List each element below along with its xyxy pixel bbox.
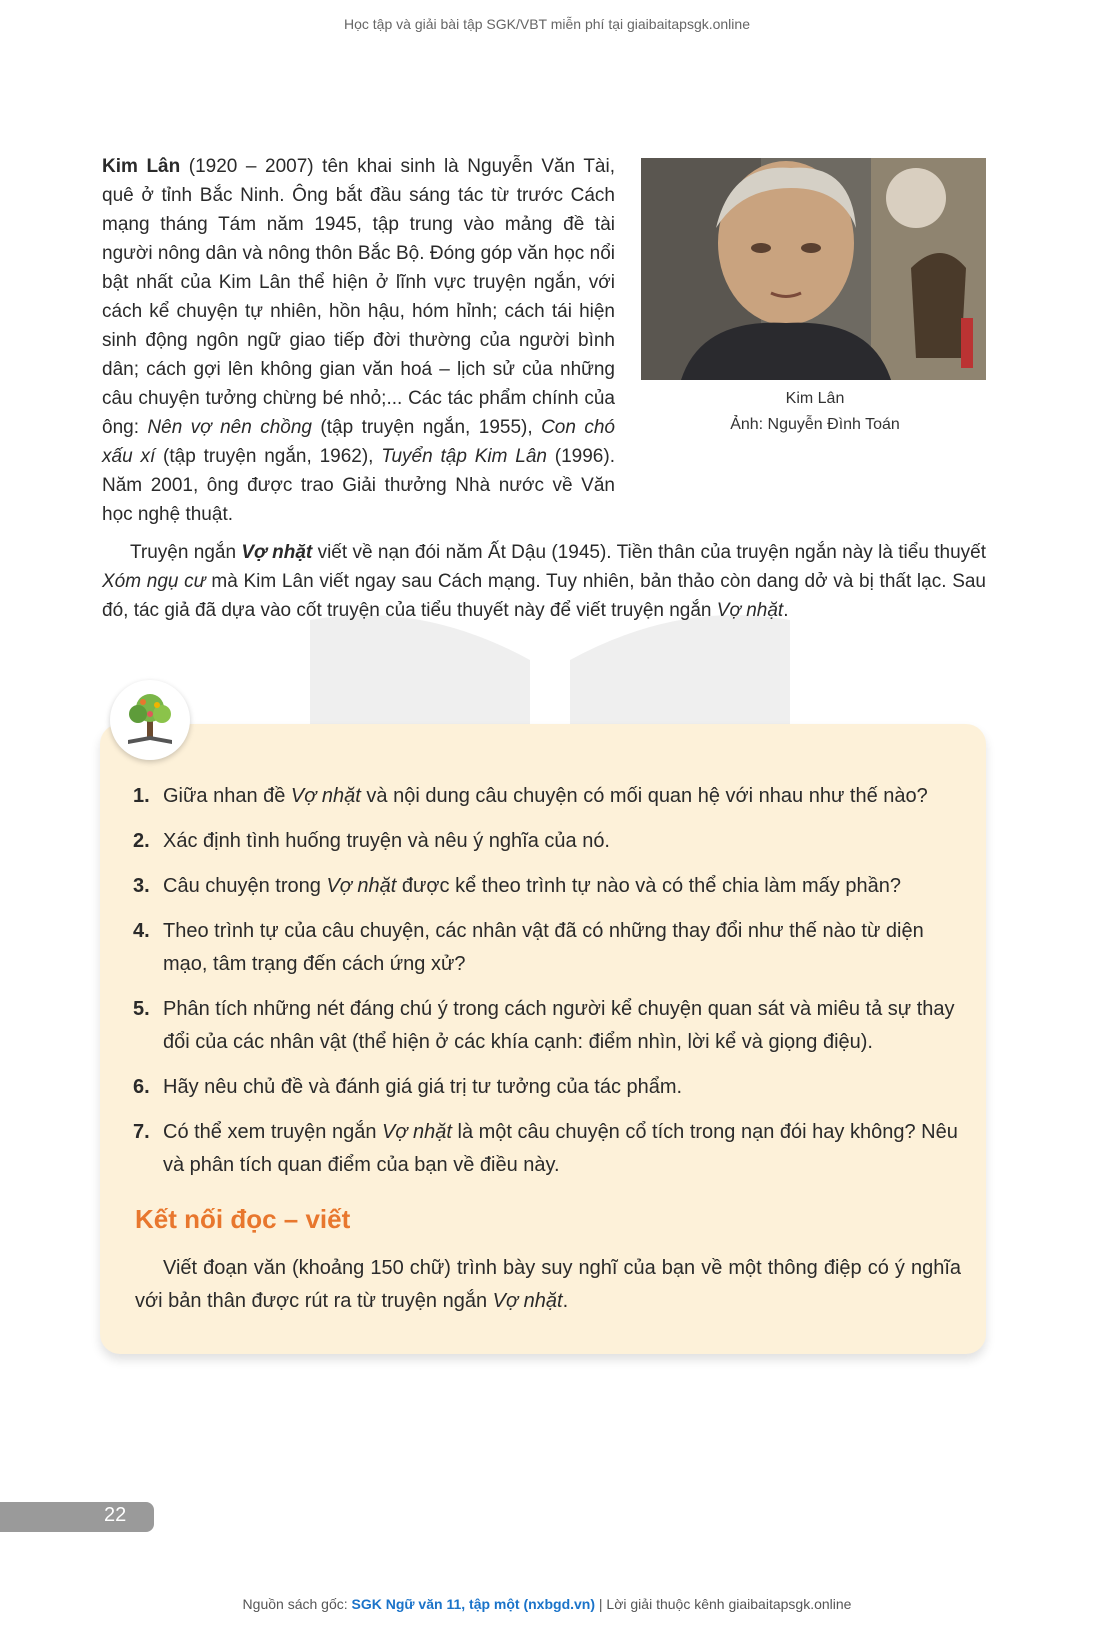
question-list: [133, 780, 963, 1194]
intro-title-2: Vợ nhặt: [716, 600, 784, 621]
question-number: 3.: [133, 875, 150, 897]
intro-text-3: mà Kim Lân viết ngay sau Cách mạng. Tuy nhiên, bản thảo còn dang dở và bị thất lạc. Sau đó, tác giả đã dựa vào cốt truyện của tiểu thuyết này để viết truyện ngắn: [102, 571, 987, 621]
bio-text-1: (1920 – 2007) tên khai sinh là Nguyễn Văn Tài, quê ở tỉnh Bắc Ninh. Ông bắt đầu sáng tác từ trước Cách mạng tháng Tám năm 1945, tập trung vào mảng đề tài người nông dân và nông thôn Bắc Bộ. Đóng góp văn học nổi bật nhất của Kim Lân thể hiện ở lĩnh vực truyện ngắn, với cách kể chuyện tự nhiên, hồn hậu, hóm hỉnh; cách tái hiện sinh động ngôn ngữ giao tiếp đời thường của người bình dân; cách gợi lên không gian văn hoá – lịch sử của những câu chuyện tưởng chừng bé nhỏ;... Các tác phẩm chính của ông:: [102, 156, 615, 438]
caption-credit: Ảnh: Nguyễn Đình Toán: [730, 416, 900, 433]
question-emphasis: Vợ nhặt: [326, 875, 397, 897]
connect-text: [135, 1252, 961, 1318]
question-number: 4.: [133, 920, 150, 942]
intro-title: Vợ nhặt: [241, 542, 313, 563]
work-2: Con chó xấu xí: [102, 417, 615, 467]
photo-caption: [700, 386, 930, 438]
question-item: [133, 1116, 963, 1182]
footer-prefix: Nguồn sách gốc:: [242, 1596, 352, 1612]
question-text: Có thể xem truyện ngắn: [163, 1121, 383, 1143]
intro-text-1: Truyện ngắn: [130, 542, 242, 563]
intro-paragraph: [102, 538, 986, 625]
question-number: 2.: [133, 830, 150, 852]
question-text: Phân tích những nét đáng chú ý trong cách người kể chuyện quan sát và miêu tả sự thay đổi của các nhân vật (thể hiện ở các khía cạnh: điểm nhìn, lời kể và giọng điệu).: [163, 998, 955, 1053]
intro-text-4: .: [783, 600, 789, 621]
work-1: Nên vợ nên chồng: [147, 417, 312, 438]
intro-text-2: viết về nạn đói năm Ất Dậu (1945). Tiền thân của truyện ngắn này là tiểu thuyết: [312, 542, 986, 563]
bio-text-2: (tập truyện ngắn, 1955),: [311, 417, 542, 438]
question-text: Giữa nhan đề: [163, 785, 291, 807]
question-item: [133, 1071, 963, 1104]
question-text: Câu chuyện trong: [163, 875, 327, 897]
page-number-tab: [0, 1502, 154, 1532]
question-text: được kể theo trình tự nào và có thể chia làm mấy phần?: [396, 875, 901, 897]
question-text: Xác định tình huống truyện và nêu ý nghĩa của nó.: [163, 830, 610, 852]
question-text: và nội dung câu chuyện có mối quan hệ với nhau như thế nào?: [360, 785, 928, 807]
page-number: 22: [104, 1504, 127, 1526]
question-item: [133, 870, 963, 903]
question-emphasis: Vợ nhặt: [382, 1121, 452, 1143]
header-note: Học tập và giải bài tập SGK/VBT miễn phí tại giaibaitapsgk.online: [344, 16, 750, 32]
connect-emphasis: Vợ nhặt: [492, 1290, 563, 1312]
question-text: là một câu chuyện cổ tích trong nạn đói hay không? Nêu và phân tích quan điểm của bạn về điều này.: [163, 1121, 958, 1176]
connect-text-a: Viết đoạn văn (khoảng 150 chữ) trình bày suy nghĩ của bạn về một thông điệp có ý nghĩa với bản thân được rút ra từ truyện ngắn: [135, 1257, 961, 1312]
question-number: 6.: [133, 1076, 150, 1098]
bio-text-3: (tập truyện ngắn, 1962),: [155, 446, 382, 467]
bio-text-4: (1996). Năm 2001, ông được trao Giải thưởng Nhà nước về Văn học nghệ thuật.: [102, 446, 615, 525]
caption-name: Kim Lân: [785, 390, 845, 407]
footer-source-link[interactable]: SGK Ngữ văn 11, tập một (nxbgd.vn): [351, 1596, 596, 1612]
question-item: [133, 993, 963, 1059]
author-name: Kim Lân: [102, 156, 181, 177]
footer-suffix: | Lời giải thuộc kênh giaibaitapsgk.online: [595, 1596, 852, 1612]
connect-title: Kết nối đọc – viết: [135, 1204, 351, 1234]
intro-novel: Xóm ngụ cư: [102, 571, 206, 592]
work-3: Tuyển tập Kim Lân: [381, 446, 547, 467]
author-bio: [102, 152, 615, 529]
question-emphasis: Vợ nhặt: [290, 785, 361, 807]
footer-note: [0, 1596, 1094, 1612]
question-text: Theo trình tự của câu chuyện, các nhân vật đã có những thay đổi như thế nào từ diện mạo, tâm trạng đến cách ứng xử?: [163, 920, 924, 975]
question-number: 1.: [133, 785, 150, 807]
question-item: [133, 780, 963, 813]
question-number: 5.: [133, 998, 150, 1020]
question-item: [133, 825, 963, 858]
question-number: 7.: [133, 1121, 150, 1143]
question-item: [133, 915, 963, 981]
author-photo: [641, 158, 986, 380]
reading-tree-icon: [110, 680, 190, 760]
question-text: Hãy nêu chủ đề và đánh giá giá trị tư tưởng của tác phẩm.: [163, 1076, 683, 1098]
connect-text-b: .: [562, 1290, 569, 1312]
